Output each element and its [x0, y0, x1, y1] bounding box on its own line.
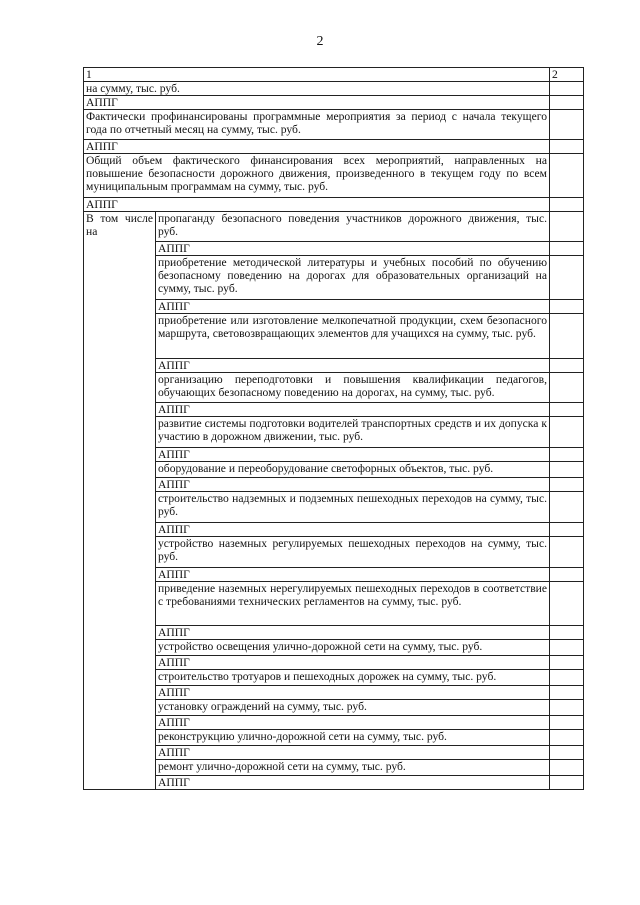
row-label: ремонт улично-дорожной сети на сумму, тыс. руб. — [156, 760, 550, 776]
table-row — [84, 537, 584, 568]
table-row — [84, 110, 584, 140]
appg-label: АППГ — [84, 198, 550, 212]
value-cell — [550, 154, 584, 198]
table-row — [84, 716, 584, 730]
value-cell — [550, 478, 584, 492]
row-label: устройство наземных регулируемых пешеходных переходов на сумму, тыс. руб. — [156, 537, 550, 568]
value-cell — [550, 686, 584, 700]
appg-label: АППГ — [156, 626, 550, 640]
page-number: 2 — [316, 34, 324, 49]
value-cell — [550, 242, 584, 256]
appg-label: АППГ — [156, 523, 550, 537]
header-col-1: 1 — [84, 68, 550, 82]
value-cell — [550, 96, 584, 110]
table-row — [84, 198, 584, 212]
row-label: Фактически профинансированы программные мероприятия за период с начала текущего года по отчетный месяц на сумму, тыс. руб. — [84, 110, 550, 140]
table-row — [84, 746, 584, 760]
appg-label: АППГ — [156, 776, 550, 790]
table-row — [84, 492, 584, 523]
row-label: реконструкцию улично-дорожной сети на сумму, тыс. руб. — [156, 730, 550, 746]
table-row — [84, 670, 584, 686]
appg-label: АППГ — [156, 686, 550, 700]
table-row — [84, 656, 584, 670]
appg-label: АППГ — [156, 716, 550, 730]
table-row — [84, 373, 584, 403]
row-label: пропаганду безопасного поведения участников дорожного движения, тыс. руб. — [156, 212, 550, 242]
appg-label: АППГ — [156, 403, 550, 417]
table-row — [84, 96, 584, 110]
table-row — [84, 154, 584, 198]
value-cell — [550, 700, 584, 716]
appg-label: АППГ — [156, 656, 550, 670]
appg-label: АППГ — [156, 746, 550, 760]
value-cell — [550, 670, 584, 686]
value-cell — [550, 82, 584, 96]
value-cell — [550, 760, 584, 776]
table-row — [84, 462, 584, 478]
appg-label: АППГ — [156, 242, 550, 256]
value-cell — [550, 448, 584, 462]
table-row — [84, 300, 584, 314]
table-row — [84, 478, 584, 492]
table-row — [84, 256, 584, 300]
table-row — [84, 700, 584, 716]
table-row — [84, 760, 584, 776]
value-cell — [550, 373, 584, 403]
value-cell — [550, 417, 584, 448]
value-cell — [550, 716, 584, 730]
value-cell — [550, 523, 584, 537]
table-row — [84, 403, 584, 417]
report-table-body — [84, 68, 584, 790]
row-label: устройство освещения улично-дорожной сети на сумму, тыс. руб. — [156, 640, 550, 656]
appg-label: АППГ — [156, 478, 550, 492]
table-row — [84, 640, 584, 656]
side-label: В том числе на — [84, 212, 156, 790]
table-row — [84, 626, 584, 640]
value-cell — [550, 198, 584, 212]
value-cell — [550, 403, 584, 417]
row-label: приобретение методической литературы и учебных пособий по обучению безопасному поведению на дорогах для образовательных организаций на сумму, тыс. руб. — [156, 256, 550, 300]
value-cell — [550, 110, 584, 140]
row-label: строительство надземных и подземных пешеходных переходов на сумму, тыс. руб. — [156, 492, 550, 523]
table-row — [84, 686, 584, 700]
table-row — [84, 212, 584, 242]
table-row — [84, 523, 584, 537]
value-cell — [550, 626, 584, 640]
table-row — [84, 359, 584, 373]
row-label: на сумму, тыс. руб. — [84, 82, 550, 96]
header-row — [84, 68, 584, 82]
value-cell — [550, 776, 584, 790]
table-row — [84, 582, 584, 626]
value-cell — [550, 746, 584, 760]
value-cell — [550, 582, 584, 626]
row-label: организацию переподготовки и повышения квалификации педагогов, обучающих безопасному поведению на дорогах, на сумму, тыс. руб. — [156, 373, 550, 403]
appg-label: АППГ — [84, 96, 550, 110]
table-row — [84, 776, 584, 790]
table-row — [84, 82, 584, 96]
value-cell — [550, 656, 584, 670]
table-row — [84, 448, 584, 462]
report-table — [83, 67, 584, 790]
row-label: строительство тротуаров и пешеходных дорожек на сумму, тыс. руб. — [156, 670, 550, 686]
appg-label: АППГ — [156, 568, 550, 582]
value-cell — [550, 140, 584, 154]
row-label: приобретение или изготовление мелкопечатной продукции, схем безопасного маршрута, световозвращающих элементов для учащихся на сумму, тыс. руб. — [156, 314, 550, 359]
value-cell — [550, 640, 584, 656]
table-row — [84, 314, 584, 359]
value-cell — [550, 568, 584, 582]
table-row — [84, 140, 584, 154]
value-cell — [550, 730, 584, 746]
row-label: оборудование и переоборудование светофорных объектов, тыс. руб. — [156, 462, 550, 478]
value-cell — [550, 212, 584, 242]
value-cell — [550, 314, 584, 359]
appg-label: АППГ — [156, 359, 550, 373]
value-cell — [550, 492, 584, 523]
header-col-2: 2 — [550, 68, 584, 82]
value-cell — [550, 359, 584, 373]
table-row — [84, 417, 584, 448]
value-cell — [550, 300, 584, 314]
appg-label: АППГ — [156, 300, 550, 314]
appg-label: АППГ — [156, 448, 550, 462]
table-row — [84, 568, 584, 582]
table-row — [84, 242, 584, 256]
value-cell — [550, 537, 584, 568]
row-label: развитие системы подготовки водителей транспортных средств и их допуска к участию в дорожном движении, тыс. руб. — [156, 417, 550, 448]
value-cell — [550, 256, 584, 300]
appg-label: АППГ — [84, 140, 550, 154]
row-label: приведение наземных нерегулируемых пешеходных переходов в соответствие с требованиями технических регламентов на сумму, тыс. руб. — [156, 582, 550, 626]
table-row — [84, 730, 584, 746]
value-cell — [550, 462, 584, 478]
row-label: установку ограждений на сумму, тыс. руб. — [156, 700, 550, 716]
row-label: Общий объем фактического финансирования всех мероприятий, направленных на повышение безопасности дорожного движения, произведенного в текущем году по всем муниципальным программам на сумму, тыс. руб. — [84, 154, 550, 198]
